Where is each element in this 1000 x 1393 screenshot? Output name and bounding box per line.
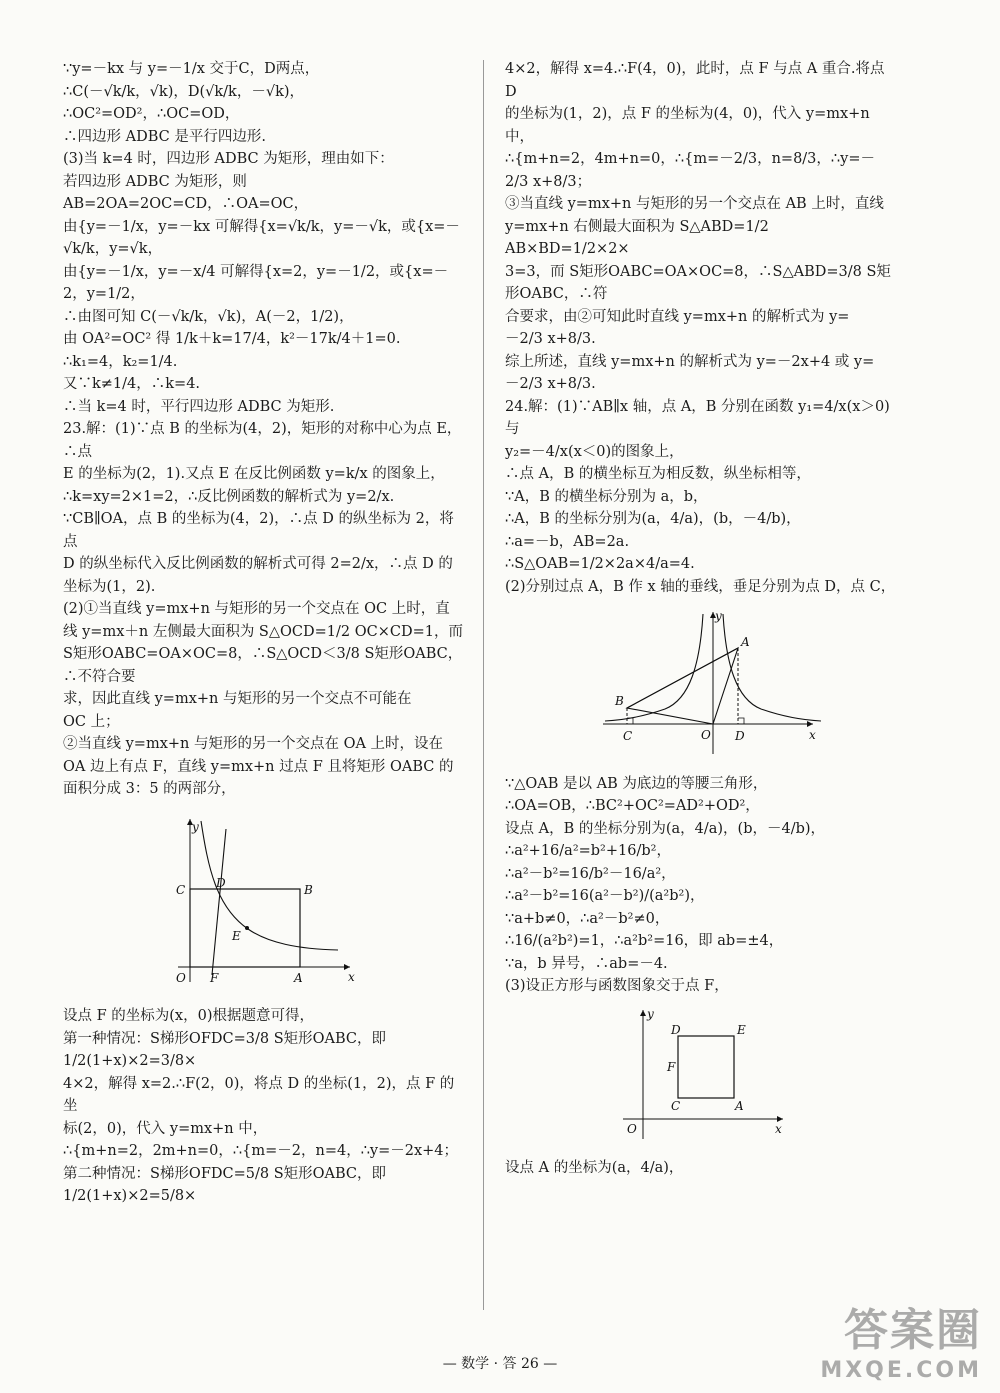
text-line: 第一种情况：S梯形OFDC=3/8 S矩形OABC，即 1/2(1+x)×2=3/8× (63, 1030, 391, 1069)
fig1-C-label: C (176, 882, 186, 897)
text-line: ∴由图可知 C(－√k/k，√k)，A(－2，1/2)， (63, 308, 354, 325)
text-line: ∴C(－√k/k，√k)，D(√k/k，－√k)， (63, 83, 305, 100)
text-line: 4×2，解得 x=2.∴F(2，0)，将点 D 的坐标(1，2)，点 F 的坐 (63, 1075, 455, 1114)
text-line: ∴当 k=4 时，平行四边形 ADBC 为矩形. (63, 398, 335, 415)
text-line: ∵a+b≠0，∴a²－b²≠0， (505, 910, 670, 927)
text-line: ③当直线 y=mx+n 与矩形的另一个交点在 AB 上时，直线 (505, 196, 884, 212)
text-line: 的坐标为(1，2)，点 F 的坐标为(4，0)，代入 y=mx+n 中， (505, 106, 875, 145)
column-divider (483, 60, 484, 1310)
text-line: 设点 A，B 的坐标分别为(a，4/a)，(b，－4/b)， (505, 820, 826, 837)
text-line: ∴点 A，B 的横坐标互为相反数，纵坐标相等， (505, 466, 811, 482)
fig3-x-label: x (775, 1121, 782, 1136)
text-line: OC 上； (63, 713, 120, 730)
text-line: 标(2，0)，代入 y=mx+n 中， (63, 1120, 268, 1137)
fig1-A-label: A (294, 970, 303, 985)
text-line: ∴S△OAB=1/2×2a×4/a=4. (505, 556, 695, 572)
watermark-logo (820, 1294, 982, 1383)
text-line: OA 边上有点 F，直线 y=mx+n 过点 F 且将矩形 OABC 的 (63, 758, 454, 775)
text-line: 由{y=－1/x，y=－x/4 可解得{x=2，y=－1/2，或{x=－2，y=1/2， (63, 263, 449, 302)
text-line: ∴OC²=OD²，∴OC=OD， (63, 106, 240, 122)
text-line: 23.解：(1)∵点 B 的坐标为(4，2)，矩形的对称中心为点 E，∴点 (63, 421, 462, 460)
figure-rectangle-hyperbola (168, 807, 468, 1000)
text-line: 设点 A 的坐标为(a，4/a)， (505, 1160, 684, 1176)
fig2-C-label: C (623, 729, 633, 743)
text-line: (2)①当直线 y=mx+n 与矩形的另一个交点在 OC 上时，直 (63, 601, 450, 617)
fig3-A-label: A (735, 1098, 744, 1113)
text-line: ∴{m+n=2，4m+n=0，∴{m=－2/3，n=8/3，∴y=－2/3 x+8/3； (505, 151, 875, 190)
fig3-y-label: y (647, 1006, 654, 1021)
text-line: 由{y=－1/x，y=－kx 可解得{x=√k/k，y=－√k，或{x=－√k/k，y=√k， (63, 218, 460, 257)
text-line: 若四边形 ADBC 为矩形，则 (63, 173, 247, 190)
text-line: ∴k=xy=2×1=2，∴反比例函数的解析式为 y=2/x. (63, 488, 395, 505)
fig1-y-label: y (192, 819, 199, 834)
text-line: 4×2，解得 x=4.∴F(4，0)，此时，点 F 与点 A 重合.将点 D (505, 61, 890, 100)
fig1-B-label: B (304, 882, 313, 897)
text-line: 3=3，而 S矩形OABC=OA×OC=8，∴S△ABD=3/8 S矩形OABC，∴符 (505, 263, 891, 302)
text-line: 24.解：(1)∵AB∥x 轴，点 A，B 分别在函数 y₁=4/x(x＞0)与 (505, 398, 890, 437)
watermark-title: 答案圈 (844, 1305, 982, 1356)
text-line: ∴16/(a²b²)=1，∴a²b²=16，即 ab=±4， (505, 933, 784, 949)
text-line: D 的纵坐标代入反比例函数的解析式可得 2=2/x，∴点 D 的 (63, 556, 453, 572)
fig3-F-label: F (667, 1059, 676, 1074)
right-column (505, 58, 897, 1180)
text-line: ∴a=－b，AB=2a. (505, 533, 630, 550)
text-line: 由 OA²=OC² 得 1/k＋k=17/4，k²－17k/4＋1=0. (63, 331, 401, 347)
fig2-A-label: A (741, 635, 750, 649)
text-line: y=mx+n 右侧最大面积为 S△ABD=1/2 AB×BD=1/2×2× (505, 218, 774, 257)
text-line: ∵y=－kx 与 y=－1/x 交于C，D两点， (63, 61, 320, 77)
figure-square (615, 1004, 897, 1152)
fig3-O-label: O (627, 1121, 637, 1136)
text-line: S矩形OABC=OA×OC=8，∴S△OCD＜3/8 S矩形OABC，∴不符合要 (63, 646, 463, 685)
text-line: ∴OA=OB，∴BC²+OC²=AD²+OD²， (505, 798, 760, 814)
text-line: 合要求，由②可知此时直线 y=mx+n 的解析式为 y= (505, 308, 850, 325)
text-line: ∴A，B 的坐标分别为(a，4/a)，(b，－4/b)， (505, 511, 801, 527)
text-line: ∴四边形 ADBC 是平行四边形. (63, 128, 266, 145)
figure-isosceles-triangle (595, 604, 897, 767)
fig2-B-label: B (615, 694, 624, 708)
text-line: －2/3 x+8/3. (505, 376, 596, 392)
text-line: ∴a²+16/a²=b²+16/b²， (505, 843, 671, 859)
text-line: ∴{m+n=2，2m+n=0，∴{m=－2，n=4，∴y=－2x+4； (63, 1143, 459, 1159)
text-line: (3)当 k=4 时，四边形 ADBC 为矩形，理由如下： (63, 151, 394, 167)
text-line: 线 y=mx＋n 左侧最大面积为 S△OCD=1/2 OC×CD=1，而 (63, 623, 463, 640)
text-line: 求，因此直线 y=mx+n 与矩形的另一个交点不可能在 (63, 691, 412, 707)
fig3-D-label: D (671, 1022, 681, 1037)
watermark-url: MXQE.COM (820, 1358, 982, 1383)
text-line: 第二种情况：S梯形OFDC=5/8 S矩形OABC，即 1/2(1+x)×2=5/8× (63, 1165, 391, 1204)
text-line: (2)分别过点 A，B 作 x 轴的垂线，垂足分别为点 D，点 C， (505, 578, 896, 595)
text-line: ∴a²－b²=16/b²－16/a²， (505, 865, 676, 882)
text-line: 坐标为(1，2). (63, 578, 156, 595)
fig3-E-label: E (737, 1022, 746, 1037)
text-line: y₂=－4/x(x＜0)的图象上， (505, 443, 684, 460)
fig1-F-label: F (210, 970, 219, 985)
fig2-y-label: y (715, 609, 722, 623)
text-line: ∴a²－b²=16(a²－b²)/(a²b²)， (505, 888, 705, 904)
text-line: 综上所述，直线 y=mx+n 的解析式为 y=－2x+4 或 y= (505, 353, 875, 370)
text-line: ∵A，B 的横坐标分别为 a，b， (505, 488, 708, 505)
text-line: ∵△OAB 是以 AB 为底边的等腰三角形， (505, 775, 768, 792)
text-line: (3)设正方形与函数图象交于点 F， (505, 978, 729, 994)
fig1-E-label: E (232, 928, 241, 943)
text-line: ∵a，b 异号，∴ab=－4. (505, 955, 668, 972)
text-line: －2/3 x+8/3. (505, 331, 596, 347)
fig2-O-label: O (701, 728, 711, 742)
text-line: 设点 F 的坐标为(x，0)根据题意可得， (63, 1008, 314, 1024)
fig2-D-label: D (735, 729, 745, 743)
text-line: ②当直线 y=mx+n 与矩形的另一个交点在 OA 上时，设在 (63, 736, 444, 752)
text-line: E 的坐标为(2，1).又点 E 在反比例函数 y=k/x 的图象上， (63, 466, 445, 482)
text-line: ∵CB∥OA，点 B 的坐标为(4，2)，∴点 D 的纵坐标为 2，将点 (63, 511, 454, 550)
fig2-x-label: x (809, 728, 816, 742)
text-line: ∴k₁=4，k₂=1/4. (63, 353, 178, 370)
text-line: 又∵k≠1/4，∴k=4. (63, 376, 201, 392)
fig1-D-label: D (216, 875, 226, 890)
text-line: AB=2OA=2OC=CD，∴OA=OC， (63, 196, 309, 212)
text-line: 面积分成 3：5 的两部分， (63, 781, 236, 797)
left-column (63, 58, 468, 1208)
fig3-C-label: C (671, 1098, 681, 1113)
page-footer: — 数学 · 答 26 — (442, 1356, 558, 1372)
fig1-x-label: x (348, 969, 355, 984)
fig1-O-label: O (176, 970, 186, 985)
